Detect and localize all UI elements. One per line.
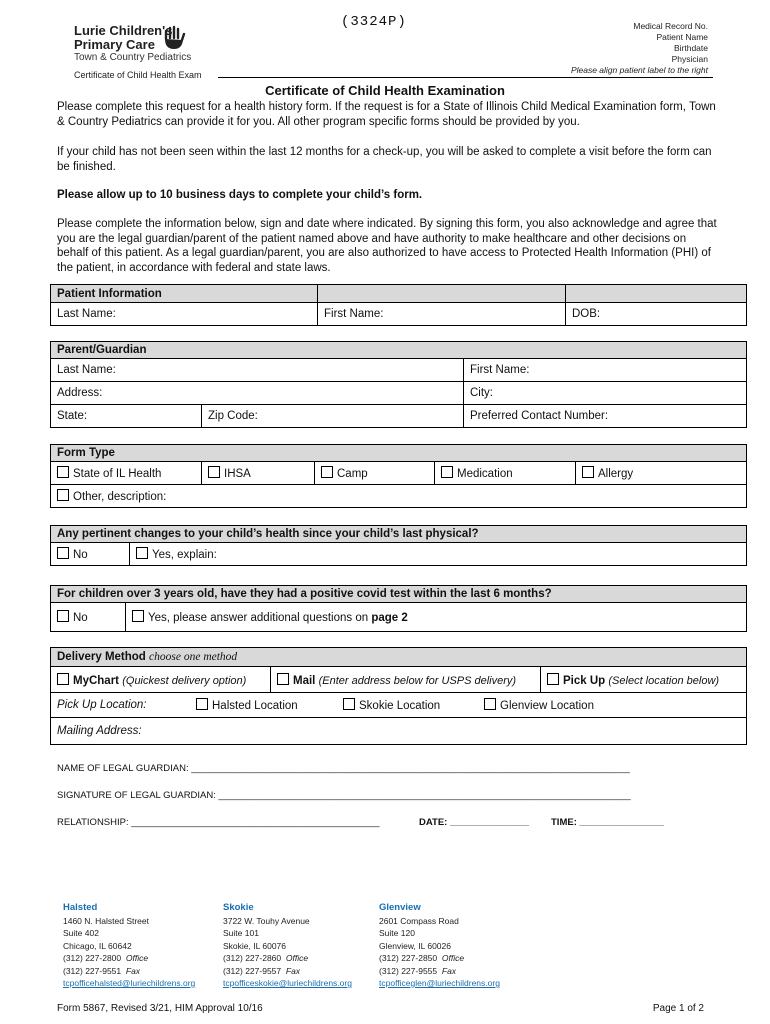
checkbox[interactable] xyxy=(132,610,144,622)
patient-info-header: Patient Information xyxy=(51,285,318,303)
patient-header-spacer xyxy=(566,285,747,303)
form-type-label: Allergy xyxy=(598,468,634,480)
checkbox[interactable] xyxy=(57,547,69,559)
guardian-contact-field[interactable]: Preferred Contact Number: xyxy=(464,405,747,428)
delivery-header-note: choose one method xyxy=(149,651,238,663)
delivery-header xyxy=(51,648,747,667)
delivery-table xyxy=(50,647,747,745)
location-office-phone: (312) 227-2860 xyxy=(223,953,282,963)
turnaround-notice: Please allow up to 10 business days to complete your child’s form. xyxy=(57,189,423,201)
covid-header: For children over 3 years old, have they had a positive covid test within the last 6 months? xyxy=(51,586,747,603)
location-suite: Suite 402 xyxy=(63,928,99,938)
time-line[interactable]: TIME: ________________ xyxy=(551,817,665,828)
patient-header-spacer xyxy=(318,285,566,303)
form-type-option[interactable] xyxy=(576,462,747,485)
location-email-link[interactable]: tcpofficeglen@luriechildrens.org xyxy=(379,978,500,988)
form-type-label: Medication xyxy=(457,468,513,480)
checkbox[interactable] xyxy=(57,466,69,478)
option-label: MyChart xyxy=(73,674,120,687)
guardian-address-field[interactable]: Address: xyxy=(51,382,464,405)
logo-line-3: Town & Country Pediatrics xyxy=(74,52,192,63)
health-changes-no[interactable] xyxy=(51,543,130,566)
delivery-mychart[interactable] xyxy=(51,667,271,693)
form-type-label: State of IL Health xyxy=(73,468,162,480)
option-label: Glenview Location xyxy=(500,700,594,712)
form-type-option[interactable] xyxy=(315,462,435,485)
option-label: Halsted Location xyxy=(212,700,298,712)
checkbox[interactable] xyxy=(57,610,69,622)
location-name: Glenview xyxy=(379,902,421,913)
form-type-option[interactable] xyxy=(51,462,202,485)
location-office-phone: (312) 227-2800 xyxy=(63,953,122,963)
office-label: Office xyxy=(441,953,465,963)
option-label: Mail xyxy=(293,674,316,687)
option-note: (Quickest delivery option) xyxy=(122,674,247,687)
label-physician: Physician xyxy=(671,54,708,64)
option-label: Skokie Location xyxy=(359,700,441,712)
guardian-state-field[interactable]: State: xyxy=(51,405,202,428)
location-street: 2601 Compass Road xyxy=(379,915,459,926)
option-note: (Enter address below for USPS delivery) xyxy=(318,674,517,687)
guardian-table xyxy=(50,341,747,428)
logo-line-1: Lurie Children's xyxy=(74,23,173,38)
covid-yes[interactable] xyxy=(126,603,747,632)
label-patient-name: Patient Name xyxy=(656,32,708,42)
option-label: Yes, explain: xyxy=(152,549,217,561)
header-rule xyxy=(218,77,713,78)
logo-caption: Certificate of Child Health Exam xyxy=(74,70,202,80)
label-birthdate: Birthdate xyxy=(673,43,708,53)
checkbox[interactable] xyxy=(484,698,496,710)
checkbox[interactable] xyxy=(208,466,220,478)
label-mrn: Medical Record No. xyxy=(633,21,708,31)
checkbox[interactable] xyxy=(547,673,559,685)
health-changes-table xyxy=(50,525,747,566)
page-ref: page 2 xyxy=(371,612,408,624)
location-email-link[interactable]: tcpofficehalsted@luriechildrens.org xyxy=(63,978,196,988)
relationship-line[interactable]: RELATIONSHIP: _______________________________________________ xyxy=(57,817,380,828)
location-name: Skokie xyxy=(223,902,254,913)
checkbox[interactable] xyxy=(196,698,208,710)
office-label: Office xyxy=(125,953,149,963)
date-line[interactable]: DATE: _______________ xyxy=(419,817,530,828)
location-street: 1460 N. Halsted Street xyxy=(63,915,149,926)
checkbox[interactable] xyxy=(321,466,333,478)
location-skokie-address xyxy=(223,902,352,990)
form-type-label: IHSA xyxy=(224,468,251,480)
location-street: 3722 W. Touhy Avenue xyxy=(223,915,310,926)
option-label: Yes, please answer additional questions on xyxy=(148,612,372,624)
checkbox[interactable] xyxy=(441,466,453,478)
guardian-first-name-field[interactable]: First Name: xyxy=(464,359,747,382)
location-suite: Suite 101 xyxy=(223,928,259,938)
office-label: Office xyxy=(285,953,309,963)
delivery-pickup[interactable] xyxy=(541,667,747,693)
location-office-phone: (312) 227-2850 xyxy=(379,953,438,963)
form-type-option[interactable] xyxy=(435,462,576,485)
location-city: Glenview, IL 60026 xyxy=(379,940,451,951)
pickup-location-row xyxy=(51,693,747,718)
form-code: (3324P) xyxy=(341,14,407,30)
guardian-city-field[interactable]: City: xyxy=(464,382,747,405)
checkbox[interactable] xyxy=(343,698,355,710)
checkbox[interactable] xyxy=(57,489,69,501)
fax-label: Fax xyxy=(125,965,141,976)
form-type-header: Form Type xyxy=(51,445,747,462)
location-fax: (312) 227-9551 xyxy=(63,965,122,976)
guardian-header: Parent/Guardian xyxy=(51,342,747,359)
form-type-label: Camp xyxy=(337,468,368,480)
covid-table xyxy=(50,585,747,632)
form-type-other[interactable] xyxy=(51,485,747,508)
location-city: Skokie, IL 60076 xyxy=(223,940,287,951)
checkup-paragraph: If your child has not been seen within the last 12 months for a check-up, you will be asked to complete a visit before the form can be finished. xyxy=(57,146,712,173)
logo-line-2: Primary Care xyxy=(74,37,155,52)
hand-icon xyxy=(161,25,187,51)
guardian-name-line[interactable]: NAME OF LEGAL GUARDIAN: ___________________________________________________________________________________ xyxy=(57,763,630,774)
pickup-location-label: Pick Up Location: xyxy=(57,699,147,711)
location-glenview[interactable] xyxy=(484,698,594,712)
option-label: No xyxy=(73,612,88,624)
fax-label: Fax xyxy=(441,965,457,976)
form-type-other-label: Other, description: xyxy=(73,491,167,503)
guardian-zip-field[interactable]: Zip Code: xyxy=(202,405,464,428)
checkbox[interactable] xyxy=(277,673,289,685)
covid-no[interactable] xyxy=(51,603,126,632)
location-fax: (312) 227-9555 xyxy=(379,965,438,976)
location-fax: (312) 227-9557 xyxy=(223,965,282,976)
guardian-last-name-field[interactable]: Last Name: xyxy=(51,359,464,382)
location-city: Chicago, IL 60642 xyxy=(63,940,132,951)
location-glenview-address xyxy=(379,902,500,990)
option-label: No xyxy=(73,549,88,561)
location-email-link[interactable]: tcpofficeskokie@luriechildrens.org xyxy=(223,978,352,988)
location-suite: Suite 120 xyxy=(379,928,415,938)
health-changes-yes[interactable] xyxy=(130,543,747,566)
checkbox[interactable] xyxy=(582,466,594,478)
location-skokie[interactable] xyxy=(343,698,440,712)
patient-first-name-field[interactable]: First Name: xyxy=(318,303,566,326)
location-halsted[interactable] xyxy=(196,698,298,712)
fax-label: Fax xyxy=(285,965,301,976)
patient-label-area xyxy=(528,21,708,76)
page-number: Page 1 of 2 xyxy=(652,1003,704,1014)
guardian-signature-line[interactable]: SIGNATURE OF LEGAL GUARDIAN: ______________________________________________________________________________ xyxy=(57,790,631,801)
checkbox[interactable] xyxy=(57,673,69,685)
mailing-address-field[interactable]: Mailing Address: xyxy=(51,718,747,745)
form-type-table xyxy=(50,444,747,508)
patient-dob-field[interactable]: DOB: xyxy=(566,303,747,326)
checkbox[interactable] xyxy=(136,547,148,559)
form-type-option[interactable] xyxy=(202,462,315,485)
delivery-mail[interactable] xyxy=(271,667,541,693)
option-note: (Select location below) xyxy=(608,674,720,687)
consent-paragraph: Please complete the information below, sign and date where indicated. By signing this form, you also acknowledge and agree that you are the legal guardian/parent of the patient named above and have authority to make healthcare and other decisions on behalf of this patient. As a legal guardian/parent, you are also authorized to have access to Protected Health Information (PHI) of the patient, in accordance with federal and state laws. xyxy=(57,218,717,274)
patient-last-name-field[interactable]: Last Name: xyxy=(51,303,318,326)
intro-paragraph: Please complete this request for a health history form. If the request is for a State of Illinois Child Medical Examination form, Town & Country Pediatrics can provide it for you. All other program specific forms should be provided by you. xyxy=(57,101,716,128)
patient-info-table xyxy=(50,284,747,326)
location-name: Halsted xyxy=(63,902,98,913)
form-revision-info: Form 5867, Revised 3/21, HIM Approval 10/16 xyxy=(57,1003,263,1014)
delivery-header-label: Delivery Method xyxy=(57,651,146,663)
option-label: Pick Up xyxy=(563,674,606,687)
location-halsted-address xyxy=(63,902,195,990)
health-changes-header: Any pertinent changes to your child’s health since your child’s last physical? xyxy=(51,526,747,543)
page-title: Certificate of Child Health Examination xyxy=(265,83,505,98)
label-instruction: Please align patient label to the right xyxy=(570,65,708,75)
